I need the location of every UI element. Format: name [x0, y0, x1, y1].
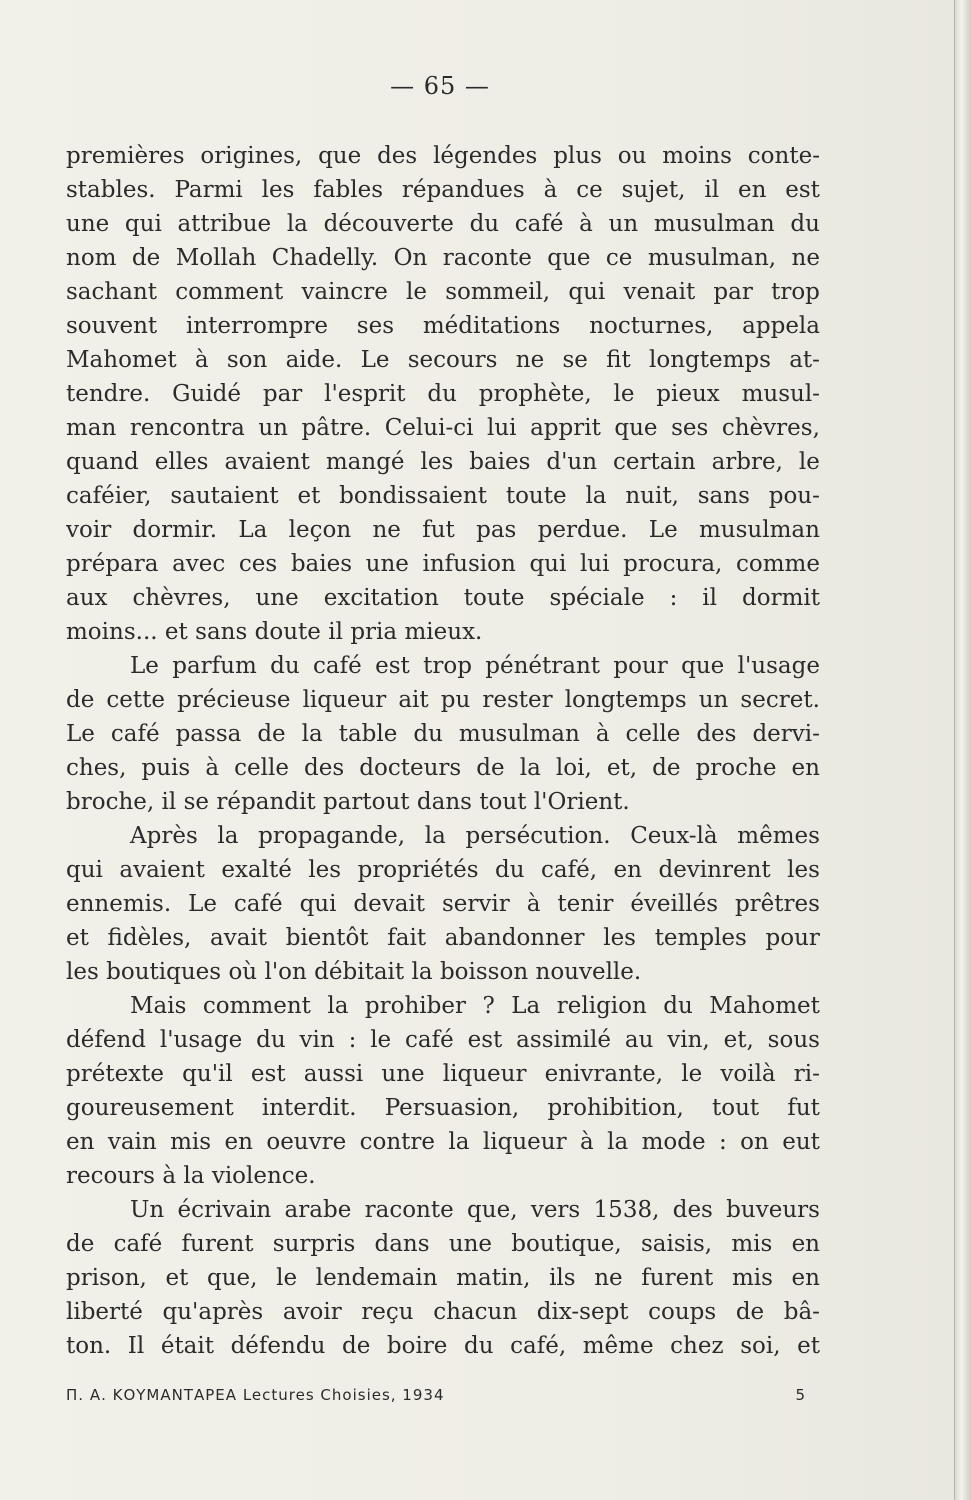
text-line: Mahomet à son aide. Le secours ne se fit longtemps at- [66, 347, 820, 373]
text-line: Après la propagande, la persécution. Ceux-là mêmes [130, 823, 820, 849]
text-line: Le parfum du café est trop pénétrant pour que l'usage [130, 653, 820, 679]
page-number: — 65 — [390, 72, 490, 100]
paragraph [66, 1193, 820, 1363]
text-line: qui avaient exalté les propriétés du café, en devinrent les [66, 857, 820, 883]
text-line: caféier, sautaient et bondissaient toute la nuit, sans pou- [66, 483, 820, 509]
text-line: stables. Parmi les fables répandues à ce sujet, il en est [66, 177, 820, 203]
paragraph [66, 649, 820, 819]
text-line: en vain mis en oeuvre contre la liqueur à la mode : on eut [66, 1129, 820, 1155]
text-line: nom de Mollah Chadelly. On raconte que ce musulman, ne [66, 245, 820, 271]
page-footer [66, 1386, 806, 1404]
paragraph [66, 989, 820, 1193]
text-line: broche, il se répandit partout dans tout l'Orient. [66, 789, 630, 815]
text-line: voir dormir. La leçon ne fut pas perdue. Le musulman [66, 517, 820, 543]
signature-mark: 5 [795, 1386, 806, 1404]
text-line: ennemis. Le café qui devait servir à tenir éveillés prêtres [66, 891, 820, 917]
text-line: goureusement interdit. Persuasion, prohibition, tout fut [66, 1095, 820, 1121]
text-line: liberté qu'après avoir reçu chacun dix-sept coups de bâ- [66, 1299, 820, 1325]
paragraph [66, 819, 820, 989]
text-line: prison, et que, le lendemain matin, ils ne furent mis en [66, 1265, 820, 1291]
text-line: sachant comment vaincre le sommeil, qui venait par trop [66, 279, 820, 305]
text-line: les boutiques où l'on débitait la boisson nouvelle. [66, 959, 642, 985]
text-line: prétexte qu'il est aussi une liqueur enivrante, le voilà ri- [66, 1061, 820, 1087]
text-line: Mais comment la prohiber ? La religion du Mahomet [130, 993, 820, 1019]
text-line: de café furent surpris dans une boutique, saisis, mis en [66, 1231, 820, 1257]
text-line: une qui attribue la découverte du café à un musulman du [66, 211, 820, 237]
text-line: tendre. Guidé par l'esprit du prophète, le pieux musul- [66, 381, 820, 407]
text-line: Un écrivain arabe raconte que, vers 1538, des buveurs [130, 1197, 820, 1223]
text-line: prépara avec ces baies une infusion qui lui procura, comme [66, 551, 820, 577]
paragraph [66, 139, 820, 649]
text-line: aux chèvres, une excitation toute spéciale : il dormit [66, 585, 820, 611]
text-line: de cette précieuse liqueur ait pu rester longtemps un secret. [66, 687, 820, 713]
text-line: et fidèles, avait bientôt fait abandonner les temples pour [66, 925, 820, 951]
footer-imprint: Π. Α. ΚΟΥΜΑΝΤΑΡΕΑ Lectures Choisies, 1934 [66, 1386, 445, 1404]
text-line: premières origines, que des légendes plus ou moins conte- [66, 143, 820, 169]
text-line: souvent interrompre ses méditations nocturnes, appela [66, 313, 820, 339]
text-line: ches, puis à celle des docteurs de la loi, et, de proche en [66, 755, 820, 781]
text-line: man rencontra un pâtre. Celui-ci lui apprit que ses chèvres, [66, 415, 820, 441]
text-line: ton. Il était défendu de boire du café, même chez soi, et [66, 1333, 820, 1359]
text-line: recours à la violence. [66, 1163, 316, 1189]
text-line: défend l'usage du vin : le café est assimilé au vin, et, sous [66, 1027, 820, 1053]
page-edge [954, 0, 971, 1500]
text-line: Le café passa de la table du musulman à celle des dervi- [66, 721, 820, 747]
text-line: quand elles avaient mangé les baies d'un certain arbre, le [66, 449, 820, 475]
text-line: moins... et sans doute il pria mieux. [66, 619, 483, 645]
body-text [66, 139, 820, 1363]
